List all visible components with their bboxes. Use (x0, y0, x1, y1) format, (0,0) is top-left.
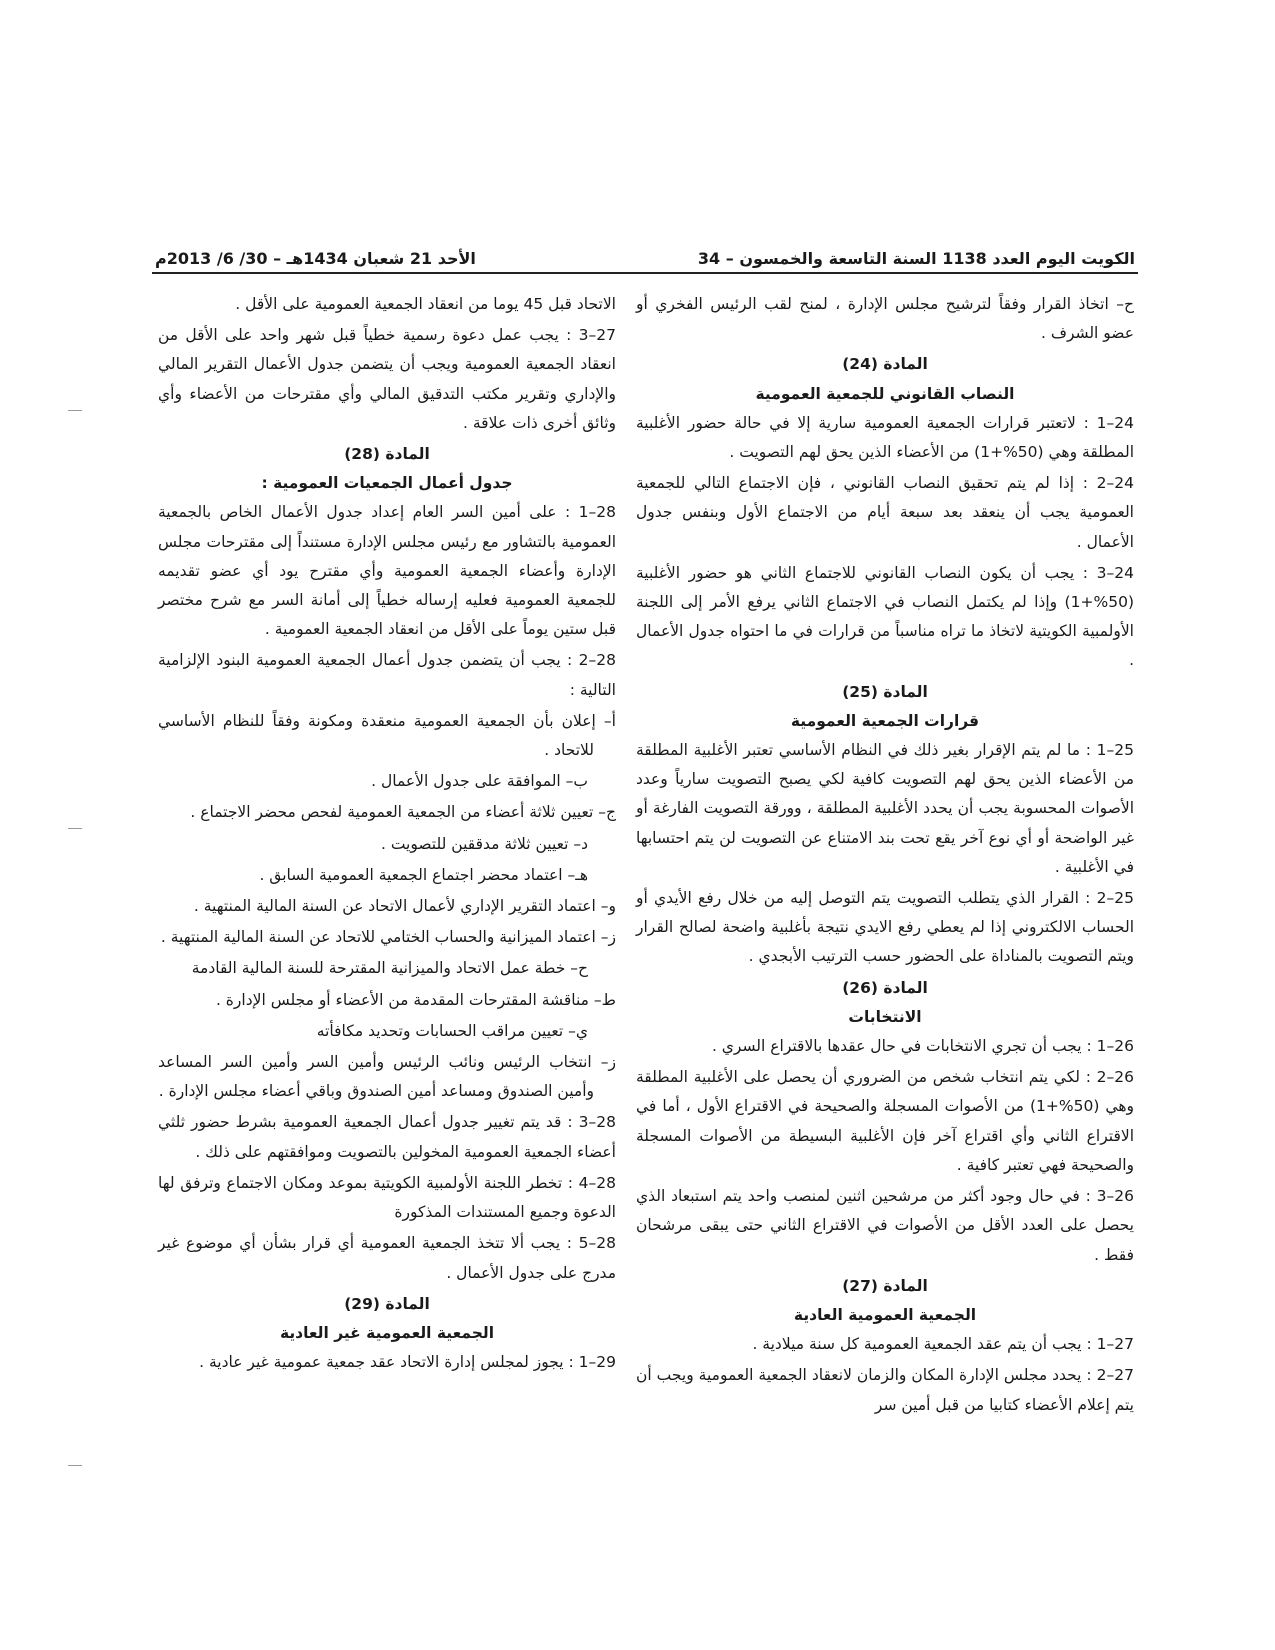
paragraph: 24–1 : لاتعتبر قرارات الجمعية العمومية سارية إلا في حالة حضور الأغلبية المطلقة وهي (50%+1) من الأعضاء الذين يحق لهم التصويت . (636, 413, 1134, 462)
list-item: ي– تعيين مراقب الحسابات وتحديد مكافأته (316, 1021, 588, 1040)
paragraph: 24–2 : إذا لم يتم تحقيق النصاب القانوني ، فإن الاجتماع التالي للجمعية العمومية يجب أن ينعقد بعد سبعة أيام من الاجتماع الأول وبنفس جدول الأعمال . (636, 474, 1134, 551)
article-number: المادة (28) (344, 445, 430, 464)
list-item: ز– اعتماد الميزانية والحساب الختامي للاتحاد عن السنة المالية المنتهية . (160, 928, 616, 947)
margin-mark (68, 1465, 82, 1466)
paragraph: 26–1 : يجب أن تجري الانتخابات في حال عقدها بالاقتراع السري . (711, 1037, 1134, 1056)
article-title: الجمعية العمومية العادية (793, 1305, 977, 1324)
left-column (158, 290, 616, 1379)
margin-mark (68, 828, 82, 829)
list-item: د– تعيين ثلاثة مدققين للتصويت . (380, 834, 588, 853)
header-rule (152, 272, 1138, 274)
paragraph: 28–2 : يجب أن يتضمن جدول أعمال الجمعية العمومية البنود الإلزامية التالية : (158, 651, 616, 699)
article-number: المادة (26) (842, 978, 928, 997)
paragraph: 24–3 : يجب أن يكون النصاب القانوني للاجتماع الثاني هو حضور الأغلبية (50%+1) وإذا لم يكتمل النصاب في الاجتماع الثاني يرفع الأمر إلى اللجنة الأولمبية الكويتية لاتخاذ ما تراه مناسباً من قرارات في ما احتواه جدول الأعمال . (636, 563, 1134, 670)
paragraph: 29–1 : يجوز لمجلس إدارة الاتحاد عقد جمعية عمومية غير عادية . (199, 1353, 616, 1372)
paragraph: 28–5 : يجب ألا تتخذ الجمعية العمومية أي قرار بشأن أي موضوع غير مدرج على جدول الأعمال . (158, 1234, 616, 1282)
paragraph: 27–1 : يجب أن يتم عقد الجمعية العمومية كل سنة ميلادية . (752, 1335, 1134, 1354)
list-item: هـ– اعتماد محضر اجتماع الجمعية العمومية السابق . (259, 865, 588, 884)
list-item: ط– مناقشة المقترحات المقدمة من الأعضاء أو مجلس الإدارة . (215, 990, 616, 1009)
article-number: المادة (25) (842, 682, 928, 701)
paragraph: 27–2 : يحدد مجلس الإدارة المكان والزمان لانعقاد الجمعية العمومية ويجب أن يتم إعلام الأعضاء كتابيا من قبل أمين سر (636, 1366, 1134, 1414)
article-title: قرارات الجمعية العمومية (790, 711, 980, 730)
header-date: الأحد 21 شعبان 1434هـ – 30/ 6/ 2013م (155, 249, 476, 268)
header-publication: الكويت اليوم العدد 1138 السنة التاسعة والخمسون – 34 (697, 249, 1135, 268)
paragraph: الاتحاد قبل 45 يوما من انعقاد الجمعية العمومية على الأقل . (235, 295, 616, 313)
list-item: ب– الموافقة على جدول الأعمال . (371, 772, 588, 791)
list-item: و– اعتماد التقرير الإداري لأعمال الاتحاد عن السنة المالية المنتهية . (193, 897, 616, 916)
article-title: جدول أعمال الجمعيات العمومية : (261, 474, 513, 493)
article-title: النصاب القانوني للجمعية العمومية (755, 384, 1015, 403)
paragraph: 26–2 : لكي يتم انتخاب شخص من الضروري أن يحصل على الأغلبية المطلقة وهي (50%+1) من الأصوات المسجلة والصحيحة في الاقتراع الأول ، أما في الاقتراع الثاني وأي اقتراع آخر فإن الأغلبية البسيطة من الأصوات المسجلة والصحيحة فهي تعتبر كافية . (636, 1068, 1134, 1174)
list-item: ح– خطة عمل الاتحاد والميزانية المقترحة للسنة المالية القادمة (191, 959, 588, 978)
list-item: ز– انتخاب الرئيس ونائب الرئيس وأمين السر وأمين السر المساعد وأمين الصندوق ومساعد أمين الصندوق وباقي أعضاء مجلس الإدارة . (158, 1053, 616, 1101)
list-item: ج– تعيين ثلاثة أعضاء من الجمعية العمومية لفحص محضر الاجتماع . (190, 803, 616, 822)
paragraph: ح– اتخاذ القرار وفقاً لترشيح مجلس الإدارة ، لمنح لقب الرئيس الفخري أو عضو الشرف . (636, 295, 1134, 343)
article-number: المادة (29) (344, 1294, 430, 1313)
paragraph: 25–2 : القرار الذي يتطلب التصويت يتم التوصل إليه من خلال رفع الأيدي أو الحساب الالكتروني إذا لم يعطي رفع الايدي نتيجة بأغلبية واضحة لصالح القرار ويتم التصويت بالمناداة على الحضور حسب الترتيب الأبجدي . (636, 889, 1134, 966)
right-column (636, 290, 1134, 1422)
paragraph: 28–1 : على أمين السر العام إعداد جدول الأعمال الخاص بالجمعية العمومية بالتشاور مع رئيس مجلس الإدارة مستنداً إلى مقترحات مجلس الإدارة وأعضاء الجمعية العمومية وأي مقترح يود أي عضو تقديمه للجمعية العمومية فعليه إرساله خطياً إلى أمانة السر مع شرح مختصر قبل ستين يوماً على الأقل من انعقاد الجمعية العمومية . (158, 503, 616, 639)
paragraph: 28–3 : قد يتم تغيير جدول أعمال الجمعية العمومية بشرط حضور ثلثي أعضاء الجمعية العمومية المخولين بالتصويت وموافقتهم على ذلك . (158, 1113, 616, 1161)
article-title: الجمعية العمومية غير العادية (279, 1323, 495, 1342)
margin-mark (68, 410, 82, 411)
paragraph: 27–3 : يجب عمل دعوة رسمية خطياً قبل شهر واحد على الأقل من انعقاد الجمعية العمومية ويجب أن يتضمن جدول الأعمال التقرير المالي والإداري وتقرير مكتب التدقيق المالي وأي مقترحات من الأعضاء وأي وثائق أخرى ذات علاقة . (158, 326, 616, 432)
list-item: أ– إعلان بأن الجمعية العمومية منعقدة ومكونة وفقاً للنظام الأساسي للاتحاد . (158, 711, 616, 760)
paragraph: 28–4 : تخطر اللجنة الأولمبية الكويتية بموعد ومكان الاجتماع وترفق لها الدعوة وجميع المستندات المذكورة (158, 1173, 616, 1222)
article-number: المادة (24) (842, 355, 928, 374)
paragraph: 25–1 : ما لم يتم الإقرار بغير ذلك في النظام الأساسي تعتبر الأغلبية المطلقة من الأعضاء الذين يحق لهم التصويت كافية لكي يصبح التصويت سارياً وعدد الأصوات المحسوبة يجب أن يحدد الأغلبية المطلقة ، وورقة التصويت الفارغة أو غير الواضحة أو أي نوع آخر يقع تحت بند الامتناع عن التصويت لن يتم احتسابها في الأغلبية . (636, 741, 1134, 876)
article-title: الانتخابات (848, 1007, 922, 1026)
article-number: المادة (27) (842, 1276, 928, 1295)
page-header (155, 242, 1135, 268)
paragraph: 26–3 : في حال وجود أكثر من مرشحين اثنين لمنصب واحد يتم استبعاد الذي يحصل على العدد الأقل من الأصوات في الاقتراع الثاني حتى يبقى مرشحان فقط . (636, 1187, 1134, 1264)
